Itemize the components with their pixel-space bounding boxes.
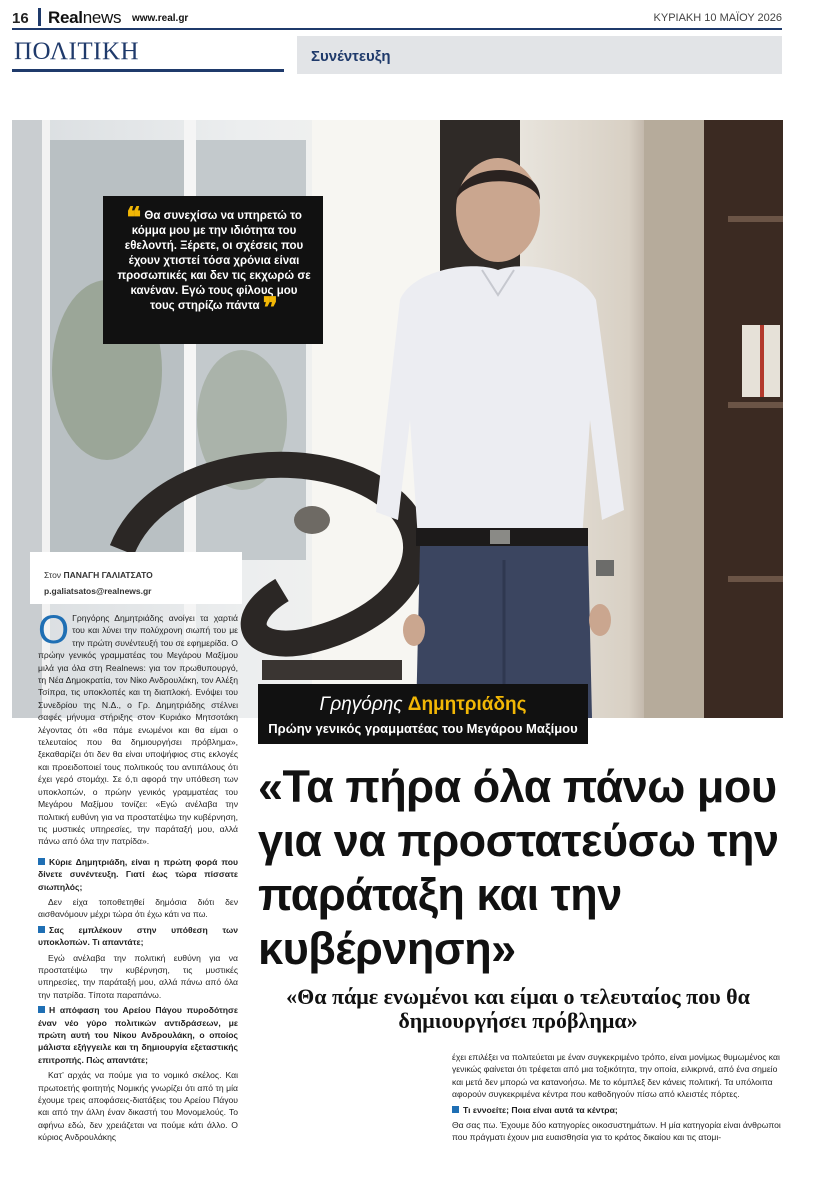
brand-logo: Realnews [48,8,122,27]
article-right-column [452,1051,782,1147]
close-quote-icon: ❞ [262,293,278,324]
byline-author: Στον ΠΑΝΑΓΗ ΓΑΛΙΑΤΣΑΤΟ [44,570,153,580]
question: Σας εμπλέκουν στην υπόθεση των υποκλοπών. Τι απαντάτε; [38,924,238,948]
page-header [12,8,782,30]
page-number: 16 [12,10,29,27]
subheadline: «Θα πάμε ενωμένοι και είμαι ο τελευταίος που θα δημιουργήσει πρόβλημα» [286,984,750,1033]
byline [30,552,242,604]
question: Τι εννοείτε; Ποια είναι αυτά τα κέντρα; [452,1104,782,1116]
header-divider [38,8,41,26]
section-subtitle: Συνέντευξη [297,36,782,74]
pull-quote-text: Θα συνεχίσω να υπηρετώ το κόμμα μου με την ιδιότητα του εθελοντή. Ξέρετε, οι σχέσεις που έχουν χτιστεί τόσα χρόνια είναι προσωπικές και δεν τις εκχωρώ σε κανέναν. Εγώ τους φίλους μου τους στηρίζω πάντα [117,210,311,312]
question-bullet-icon [38,1006,45,1013]
answer: Κατ’ αρχάς να πούμε για το νομικό σκέλος. Και πρωτοετής φοιτητής Νομικής γνωρίζει ότι από τη μία έχουμε τρεις αποφάσεις-διατάξεις του Αρείου Πάγου και από την άλλη έναν δικαστή του Μονομελούς. Το αφήνω εδώ, δεν χρειάζεται να πούμε κάτι άλλο. Ο κύριος Ανδρουλάκης [38,1070,238,1143]
byline-email: p.galiatsatos@realnews.gr [44,586,152,596]
question: Κύριε Δημητριάδη, είναι η πρώτη φορά που δίνετε συνέντευξη. Γιατί έως τώρα πίσσατε σιωπηλός; [38,856,238,892]
open-quote-icon: ❝ [126,203,142,234]
answer: Θα σας πω. Έχουμε δύο κατηγορίες οικοσυστημάτων. Η μία κατηγορία είναι άνθρωποι που πράγματι έχουν μια ευαισθησία για το κράτος δικαίου και τις ατομι- [452,1120,781,1143]
question: Η απόφαση του Αρείου Πάγου πυροδότησε έναν νέο γύρο πολιτικών αντιδράσεων, με πρώτη αυτή του Νίκου Ανδρουλάκη, ο οποίος μάλιστα εξήγγειλε και τη δημιουργία εξεταστικής επιτροπής. Πώς απαντάτε; [38,1005,238,1065]
article-left-column [38,608,238,1147]
question-bullet-icon [38,926,45,933]
question-bullet-icon [452,1106,459,1113]
continuation-text: έχει επιλέξει να πολιτεύεται με έναν συγκεκριμένο τρόπο, είναι μονίμως θυμωμένος και γενικώς φαίνεται ότι τρέφεται από μια τοξικότητα, την οποία, ειλικρινά, από ένα σημείο και μετά δεν μπορώ να κατανοήσω. Με το κόμπλεξ δεν κάνεις πολιτική. Τα υπόλοιπα αφορούν συγκεκριμένα κέντρα που καθοδηγούν πίσω από κλειστές πόρτες. [452,1052,780,1100]
answer: Δεν είχα τοποθετηθεί δημόσια διότι δεν αισθανόμουν μέχρι τώρα ότι έχω κάτι να πω. [38,896,238,920]
section-title: ΠΟΛΙΤΙΚΗ [12,36,284,72]
site-url: www.real.gr [132,13,189,24]
headline: «Τα πήρα όλα πάνω μου για να προστατεύσω την παράταξη και την κυβέρνηση» [258,761,779,974]
name-plate [258,684,588,744]
question-bullet-icon [38,858,45,865]
answer: Εγώ ανέλαβα την πολιτική ευθύνη για να προστατέψω την κυβέρνηση, τις μυστικές υπηρεσίες, την παράταξή μου, αλλά πάνω από όλα την πατρίδα. Τίποτα παραπάνω. [38,952,238,1000]
issue-date: ΚΥΡΙΑΚΗ 10 ΜΑΪΟΥ 2026 [653,12,782,24]
dropcap: Ο [38,608,70,652]
intro-text: Γρηγόρης Δημητριάδης ανοίγει τα χαρτιά του και λύνει την πολύχρονη σιωπή του με την πρώτη συνέντευξή του σε εφημερίδα. Ο πρώην γενικός γραμματέας του Μεγάρου Μαξίμου μιλά για όλα στη Realnews: για τον πρωθυπουργό, τη Νέα Δημοκρατία, τον Νίκο Ανδρουλάκη, τον Αλέξη Τσίπρα, τις υποκλοπές και τη διαπλοκή. Ενόψει του Συνεδρίου της Ν.Δ., ο Γρ. Δημητριάδης στέλνει σαφές μήνυμα στήριξης στον Κυριάκο Μητσοτάκη λέγοντας ότι «θα πάμε ενωμένοι και θα είμαι ο τελευταίος που θα δημιουργήσει πρόβλημα», ξεκαθαρίζει ότι δεν θα είναι υποψήφιος στις εκλογές και προειδοποιεί τους πολιτικούς του αντιπάλους ότι έχει γερό στομάχι. Σε ό,τι αφορά την υπόθεση των υποκλοπών, ο πρώην γενικός γραμματέας του Μεγάρου Μαξίμου τονίζει: «Εγώ ανέλαβα την πολιτική ευθύνη για να προστατέψω την κυβέρνηση, τις μυστικές υπηρεσίες, την παράταξή μου, αλλά πάνω από όλα την πατρίδα». [38,613,238,847]
intro-paragraph [38,608,238,848]
section-row [12,36,782,76]
interviewee-name: Γρηγόρης Δημητριάδης [319,694,527,715]
pull-quote [103,196,323,344]
interviewee-role: Πρώην γενικός γραμματέας του Μεγάρου Μαξίμου [268,721,578,736]
